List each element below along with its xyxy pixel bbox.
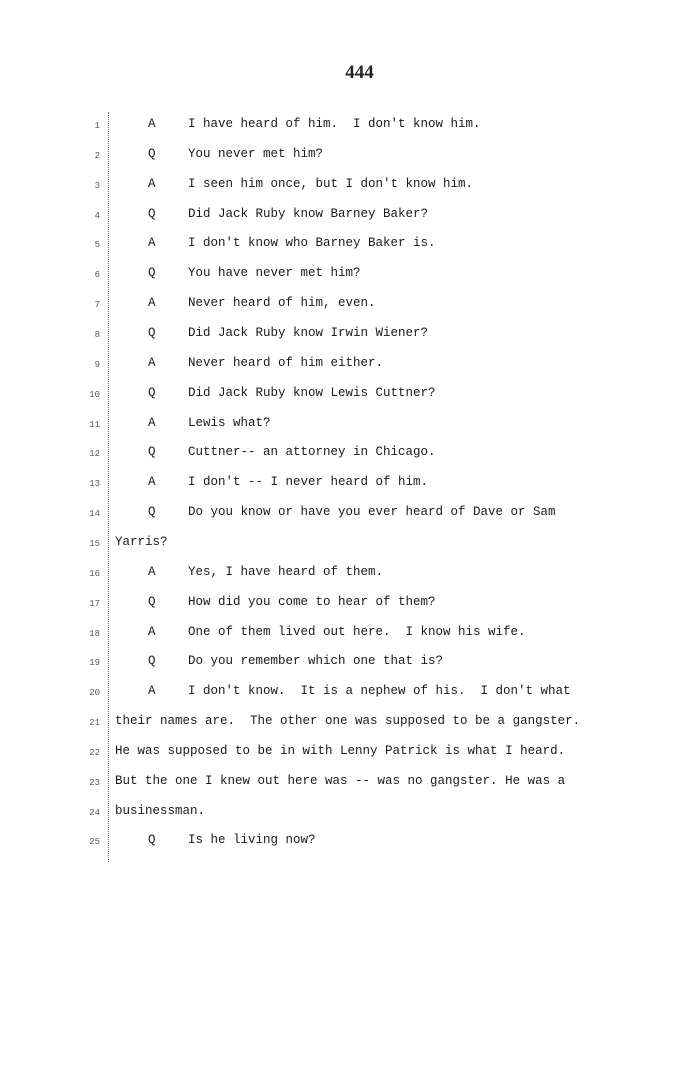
transcript-line [0, 416, 691, 440]
line-number: 19 [89, 658, 100, 669]
line-number: 16 [89, 568, 100, 579]
speaker-label: A [148, 296, 156, 311]
transcript-line [0, 445, 691, 469]
transcript-line [0, 117, 691, 141]
transcript-line [0, 744, 691, 768]
transcript-line [0, 625, 691, 649]
transcript-line [0, 505, 691, 529]
line-number: 21 [89, 718, 100, 728]
transcript-line [0, 207, 691, 231]
line-text: Do you know or have you ever heard of Dave or Sam [188, 505, 556, 520]
transcript-line [0, 147, 691, 171]
speaker-label: A [148, 117, 156, 131]
line-number: 6 [94, 270, 100, 281]
line-number: 4 [94, 210, 100, 221]
speaker-label: Q [148, 594, 156, 609]
transcript-line [0, 654, 691, 678]
transcript-line [0, 684, 691, 708]
line-number: 9 [94, 359, 100, 370]
transcript-line [0, 266, 691, 290]
transcript-line [0, 833, 691, 857]
page-number: 444 [345, 62, 374, 83]
line-text: How did you come to hear of them? [188, 594, 436, 609]
line-text: Is he living now? [188, 833, 316, 848]
speaker-label: Q [148, 385, 156, 400]
line-number: 23 [89, 777, 100, 788]
line-text: Did Jack Ruby know Lewis Cuttner? [188, 385, 436, 400]
transcript-line [0, 475, 691, 499]
line-number: 15 [89, 538, 100, 549]
line-number: 7 [94, 300, 100, 311]
line-number: 12 [89, 449, 100, 460]
line-text: I seen him once, but I don't know him. [188, 176, 474, 191]
transcript-line [0, 714, 691, 738]
line-text: One of them lived out here. I know his wife. [188, 624, 526, 639]
speaker-label: A [148, 624, 156, 639]
line-text: Lewis what? [188, 415, 271, 430]
line-number: 5 [94, 240, 100, 251]
line-text: their names are. The other one was supposed to be a gangster. [115, 714, 581, 728]
line-text: Did Jack Ruby know Barney Baker? [188, 206, 429, 221]
speaker-label: Q [148, 266, 156, 281]
line-text: Do you remember which one that is? [188, 654, 444, 669]
transcript-line [0, 565, 691, 589]
line-text: Yarris? [115, 534, 168, 549]
speaker-label: Q [148, 146, 156, 161]
line-text: He was supposed to be in with Lenny Patrick is what I heard. [115, 743, 566, 758]
line-text: I don't know who Barney Baker is. [188, 236, 436, 251]
speaker-label: Q [148, 505, 156, 520]
speaker-label: A [148, 684, 156, 699]
speaker-label: A [148, 236, 156, 251]
line-number: 3 [94, 180, 100, 191]
line-text: You have never met him? [188, 266, 361, 281]
line-text: businessman. [115, 803, 206, 818]
speaker-label: A [148, 176, 156, 191]
transcript-line [0, 774, 691, 798]
speaker-label: Q [148, 206, 156, 221]
line-text: Never heard of him either. [188, 355, 384, 370]
line-text: I don't -- I never heard of him. [188, 475, 429, 490]
line-text: But the one I knew out here was -- was no gangster. He was a [115, 773, 566, 788]
speaker-label: A [148, 475, 156, 490]
line-text: I don't know. It is a nephew of his. I don't what [188, 684, 571, 699]
line-number: 20 [89, 688, 100, 699]
speaker-label: A [148, 415, 156, 430]
transcript-line [0, 177, 691, 201]
transcript-line [0, 535, 691, 559]
speaker-label: Q [148, 326, 156, 340]
line-number: 17 [89, 598, 100, 609]
transcript-line [0, 386, 691, 410]
transcript-line [0, 804, 691, 828]
transcript-line [0, 296, 691, 320]
transcript-line [0, 595, 691, 619]
speaker-label: A [148, 355, 156, 370]
speaker-label: A [148, 564, 156, 579]
line-text: Cuttner-- an attorney in Chicago. [188, 445, 436, 460]
line-number: 11 [89, 419, 100, 430]
line-text: Never heard of him, even. [188, 296, 376, 311]
transcript-line [0, 236, 691, 260]
speaker-label: Q [148, 833, 156, 848]
transcript-line [0, 356, 691, 380]
line-number: 8 [94, 330, 100, 340]
line-number: 24 [89, 807, 100, 818]
speaker-label: Q [148, 445, 156, 460]
line-number: 14 [89, 509, 100, 520]
transcript-line [0, 326, 691, 350]
line-text: Did Jack Ruby know Irwin Wiener? [188, 326, 429, 340]
line-number: 1 [94, 121, 100, 131]
line-number: 25 [89, 837, 100, 848]
line-number: 2 [94, 150, 100, 161]
line-number: 10 [89, 389, 100, 400]
line-number: 13 [89, 479, 100, 490]
line-text: Yes, I have heard of them. [188, 564, 384, 579]
line-text: I have heard of him. I don't know him. [188, 117, 481, 131]
speaker-label: Q [148, 654, 156, 669]
line-text: You never met him? [188, 146, 324, 161]
line-number: 22 [89, 747, 100, 758]
line-number: 18 [89, 628, 100, 639]
